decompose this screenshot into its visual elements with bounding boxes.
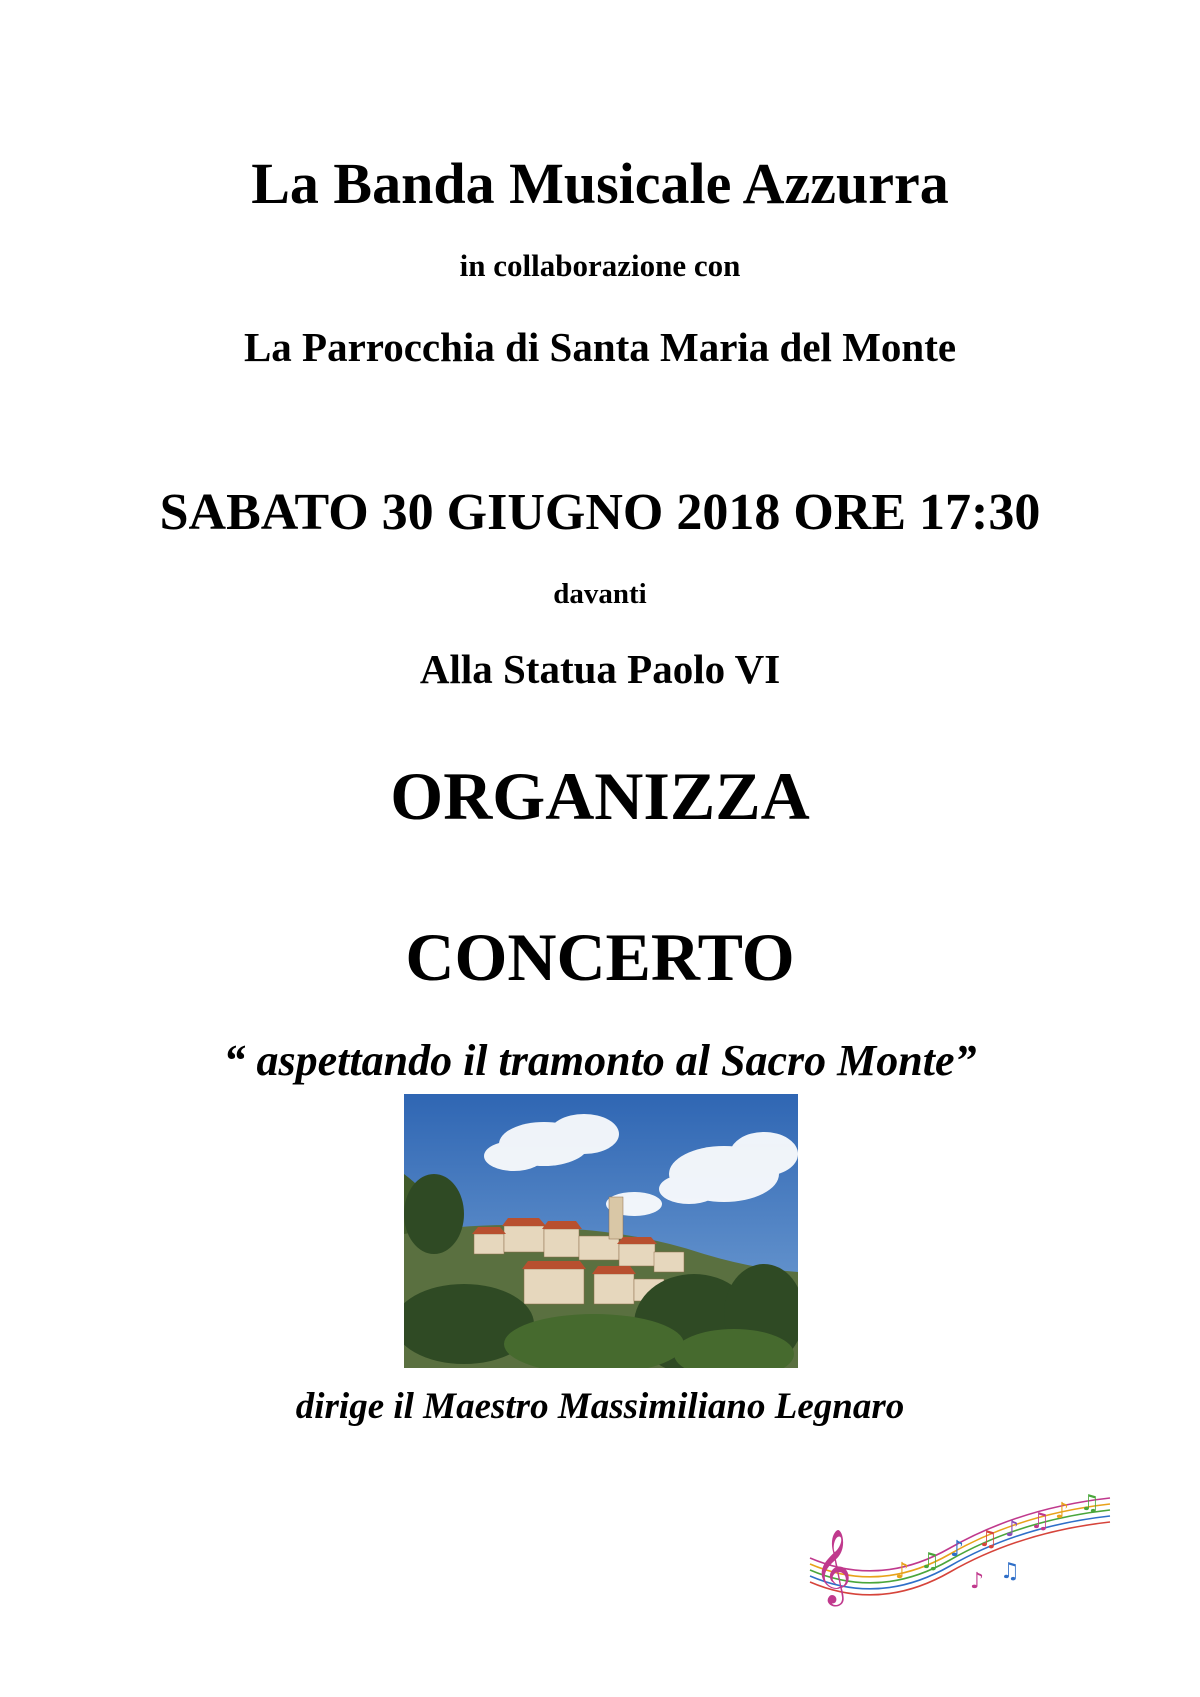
organizer-title: La Banda Musicale Azzurra	[251, 151, 949, 216]
conductor-credit: dirige il Maestro Massimiliano Legnaro	[295, 1386, 905, 1427]
village-landscape-photo	[404, 1094, 798, 1368]
svg-text:♫: ♫	[920, 1549, 940, 1574]
svg-text:♫: ♫	[978, 1527, 998, 1552]
organizes-heading: ORGANIZZA	[390, 758, 810, 834]
svg-text:♪: ♪	[895, 1559, 910, 1584]
svg-text:♪: ♪	[970, 1569, 985, 1594]
svg-text:♫: ♫	[1030, 1509, 1050, 1534]
svg-text:♪: ♪	[1055, 1499, 1070, 1524]
location-intro: davanti	[553, 578, 647, 610]
event-location: Alla Statua Paolo VI	[419, 646, 781, 692]
music-notes-icon	[800, 1488, 1116, 1608]
partner-name: La Parrocchia di Santa Maria del Monte	[243, 324, 957, 370]
concert-subtitle: “ aspettando il tramonto al Sacro Monte”	[223, 1036, 977, 1085]
svg-text:♫: ♫	[1000, 1559, 1020, 1584]
svg-text:𝄞: 𝄞	[814, 1530, 852, 1604]
concert-heading: CONCERTO	[405, 919, 795, 995]
svg-text:♪: ♪	[1005, 1517, 1020, 1542]
svg-text:♫: ♫	[1080, 1491, 1100, 1516]
svg-text:♪: ♪	[950, 1537, 965, 1562]
collaboration-intro: in collaborazione con	[459, 248, 741, 283]
event-datetime: SABATO 30 GIUGNO 2018 ORE 17:30	[159, 484, 1041, 541]
